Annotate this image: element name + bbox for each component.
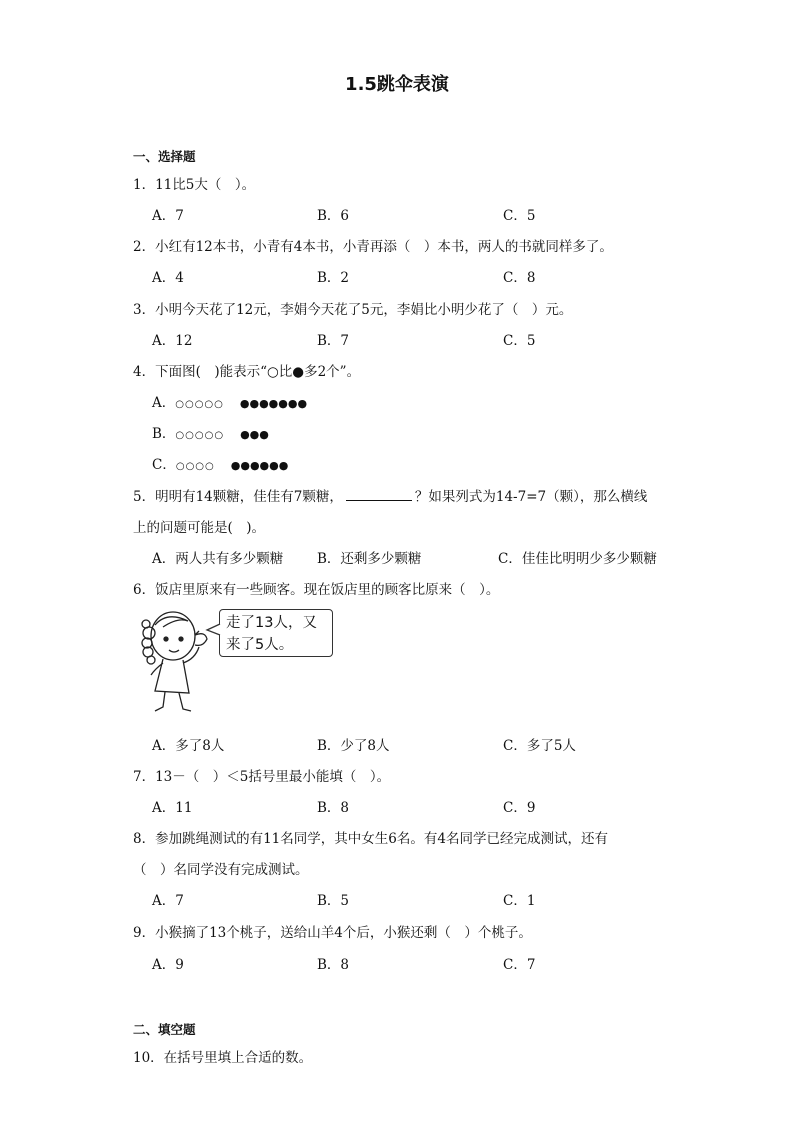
question-2: 2．小红有12本书，小青有4本书，小青再添（ ）本书，两人的书就同样多了。 <box>133 239 613 255</box>
q7-option-b[interactable]: B．8 <box>317 800 350 816</box>
question-5-line2: 上的问题可能是( )。 <box>133 520 266 536</box>
q6-option-a[interactable]: A．多了8人 <box>152 738 225 754</box>
q6-option-c[interactable]: C．多了5人 <box>503 738 576 754</box>
q4-option-c[interactable] <box>152 453 288 473</box>
q3-option-a[interactable]: A．12 <box>152 333 193 349</box>
q5-option-c[interactable]: C．佳佳比明明少多少颗糖 <box>498 551 657 567</box>
q8-option-c[interactable]: C．1 <box>503 893 536 909</box>
question-1: 1．11比5大（ ）。 <box>133 177 256 193</box>
q5-stem-part2: ？如果列式为14-7=7（颗），那么横线 <box>414 489 648 505</box>
q3-option-b[interactable]: B．7 <box>317 333 350 349</box>
q5-stem-part1: 5．明明有14颗糖，佳佳有7颗糖， <box>133 489 343 505</box>
q5-option-a[interactable]: A．两人共有多少颗糖 <box>152 551 284 567</box>
option-label: C． <box>152 457 176 473</box>
q2-option-b[interactable]: B．2 <box>317 270 350 286</box>
q9-option-c[interactable]: C．7 <box>503 957 536 973</box>
q7-option-c[interactable]: C．9 <box>503 800 536 816</box>
q4-option-a[interactable] <box>152 391 307 411</box>
q7-option-a[interactable]: A．11 <box>152 800 193 816</box>
question-9: 9．小猴摘了13个桃子，送给山羊4个后，小猴还剩（ ）个桃子。 <box>133 925 532 941</box>
solid-dots: ●●● <box>240 428 269 441</box>
question-7: 7．13－（ ）＜5括号里最小能填（ ）。 <box>133 769 391 785</box>
q9-option-b[interactable]: B．8 <box>317 957 350 973</box>
q8-option-a[interactable]: A．7 <box>152 893 184 909</box>
question-10: 10．在括号里填上合适的数。 <box>133 1050 313 1066</box>
q8-option-b[interactable]: B．5 <box>317 893 350 909</box>
hollow-circles: ○○○○○ <box>175 399 224 410</box>
answer-blank-line[interactable] <box>346 488 412 501</box>
bubble-pointer <box>205 622 221 638</box>
question-6: 6．饭店里原来有一些顾客。现在饭店里的顾客比原来（ ）。 <box>133 582 500 598</box>
section-heading-fill: 二、填空题 <box>133 1022 196 1037</box>
question-4: 4．下面图( )能表示“○比●多2个”。 <box>133 364 361 380</box>
section-heading-choice: 一、选择题 <box>133 149 196 164</box>
q2-option-a[interactable]: A．4 <box>152 270 184 286</box>
solid-dots: ●●●●●● <box>230 459 289 472</box>
solid-dots: ●●●●●●● <box>239 397 308 410</box>
hollow-circles: ○○○○○ <box>175 430 225 441</box>
question-8: 8．参加跳绳测试的有11名同学，其中女生6名。有4名同学已经完成测试，还有 <box>133 831 608 847</box>
option-label: A． <box>152 395 176 411</box>
question-5 <box>133 485 647 505</box>
question-8-line2: （ ）名同学没有完成测试。 <box>133 862 309 878</box>
speech-bubble <box>219 609 333 657</box>
q1-option-b[interactable]: B．6 <box>317 208 350 224</box>
q1-option-c[interactable]: C．5 <box>503 208 536 224</box>
hollow-circles: ○○○○ <box>175 461 215 472</box>
question-3: 3．小明今天花了12元，李娟今天花了5元，李娟比小明少花了（ ）元。 <box>133 302 573 318</box>
girl-illustration <box>133 603 223 718</box>
q1-option-a[interactable]: A．7 <box>152 208 184 224</box>
q6-option-b[interactable]: B．少了8人 <box>317 738 390 754</box>
option-label: B． <box>152 426 176 442</box>
bubble-line-1: 走了13人，又 <box>226 615 317 631</box>
page-title: 1.5跳伞表演 <box>345 74 449 95</box>
q4-option-b[interactable] <box>152 422 269 442</box>
q2-option-c[interactable]: C．8 <box>503 270 536 286</box>
q9-option-a[interactable]: A．9 <box>152 957 184 973</box>
bubble-line-2: 来了5人。 <box>226 637 294 653</box>
q3-option-c[interactable]: C．5 <box>503 333 536 349</box>
q5-option-b[interactable]: B．还剩多少颗糖 <box>317 551 422 567</box>
